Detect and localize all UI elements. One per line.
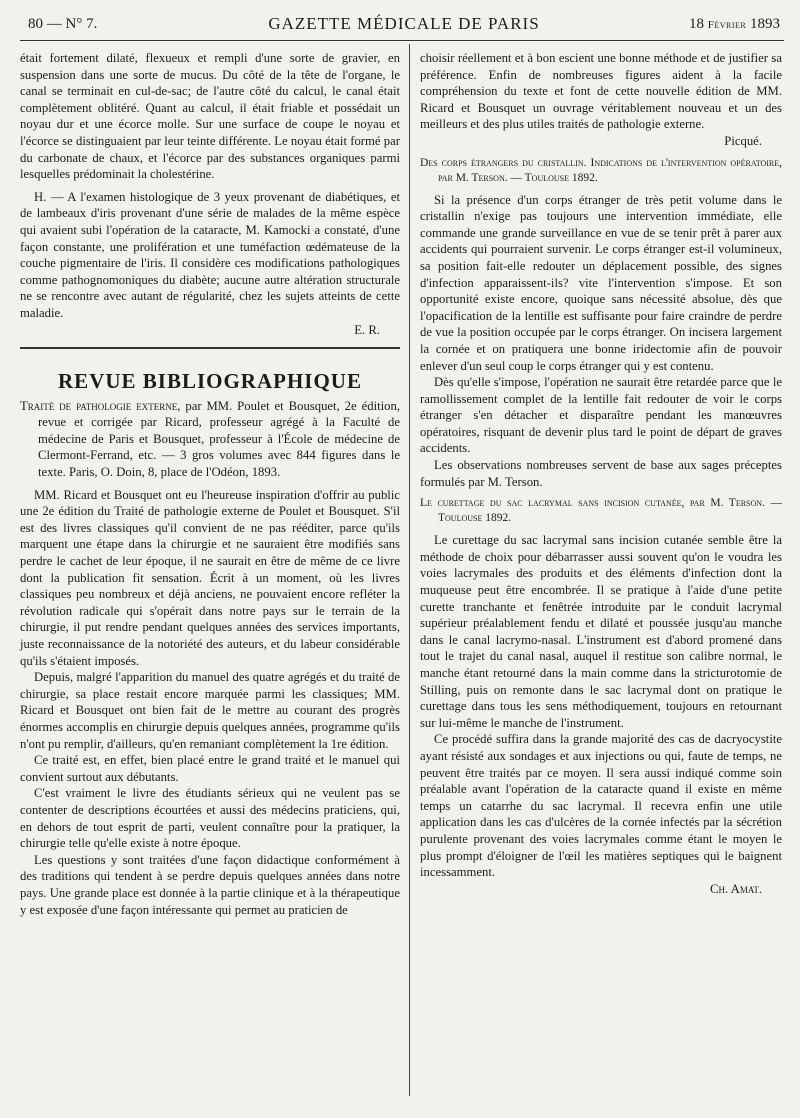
review-paragraph-4: C'est vraiment le livre des étudiants sérieux qui ne veulent pas se contenter de descriptions écourtées et aussi des médecins praticiens, qui, en dehors de tout esprit de parti, veulent connaître pour la pratiquer, la chirurgie telle qu'elle existe à notre époque. (20, 786, 400, 851)
bibliographic-entry-2: Des corps étrangers du cristallin. Indications de l'intervention opératoire, par M. Terson. — Toulouse 1892. (420, 156, 782, 184)
foreign-bodies-paragraph-3: Les observations nombreuses servent de base aux sages préceptes formulés par M. Terson. (420, 458, 782, 489)
page-header (28, 14, 780, 36)
entry-1-details: par MM. Poulet et Bousquet, 2e édition, revue et corrigée par Ricard, professeur agrégé à la Faculté de médecine de Paris et Bousquet, professeur à l'École de médecine de Clermont-Ferrand, etc. — 3 gros volumes avec 844 figures dans le texte. Paris, O. Doin, 8, place de l'Odéon, 1893. (38, 398, 401, 480)
calculus-paragraph: était fortement dilaté, flexueux et rempli d'une sorte de gravier, en suspension dans une sorte de mucus. Du côté de la tête de l'organe, le canal se terminait en cul-de-sac; de l'autre côté du calcul, le canal était complètement oblitéré. Quant au calcul, il était friable et possédait un noyau dur et une écorce molle. Sur une surface de coupe le noyau et l'écorce se distinguaient par leur teinte différente. Le noyau était formé par du carbonate de chaux, et l'écorce par des substances organiques parmi lesquelles prédominait la cholestérine. (20, 51, 400, 182)
signature-er: E. R. (354, 322, 380, 337)
review-paragraph-5: Les questions y sont traitées d'une façon didactique conformément à des traditions qui tendent à se perdre depuis quelques années dans notre pays. Une grande place est donnée à la partie clinique et à la thérapeutique y est exposée d'une façon intéressante qui permet au praticien de (20, 852, 400, 917)
date-month: Février (707, 19, 747, 31)
bibliographic-entry-1 (20, 398, 400, 481)
kamocki-paragraph: H. — A l'examen histologique de 3 yeux provenant de diabétiques, et de lambeaux d'iris provenant d'une série de malades de la même espèce qui avaient subi l'opération de la cataracte, M. Kamocki a constaté, d'une façon constante, une prolifération et une tuméfaction œdémateuse de la couche pigmentaire de l'iris. Il considère ces modifications pathologiques comme pathognomoniques du diabète; aucune autre altération structurale ne se rencontre avec autant de régularité, chez les sujets atteints de cette maladie. (20, 189, 400, 320)
review-paragraph-1: MM. Ricard et Bousquet ont eu l'heureuse inspiration d'offrir au public une 2e édition du Traité de pathologie externe de Poulet et Bousquet. S'il est des livres classiques qu'il convient de ne pas rééditer, parce qu'ils marquent une étape dans la chirurgie et ne sauraient être modifiés sans perdre le cachet de leur époque, il ne saurait en être de même de ce livre dont la publication fit sensation. Écrit à un moment, où les livres classiques peu nombreux et déjà anciens, ne pouvaient encore refléter la révolution radicale qui s'opérait dans notre pays sur le terrain de la chirurgie, il put rendre pendant quelques années des services importants, juste reconnaissance de la notoriété des auteurs, et du labeur considérable qu'ils s'étaient imposés. (20, 487, 400, 668)
foreign-bodies-paragraph-1: Si la présence d'un corps étranger de très petit volume dans le cristallin n'exige pas toujours une intervention immédiate, elle commande une grande surveillance en vue de se tenir prêt à parer aux accidents qui pourraient survenir. Le corps étranger est-il volumineux, sa position fait-elle redouter un déplacement possible, des signes d'infection apparaissent-ils? vite l'intervention s'impose. Et son opportunité existe encore, quoique sans nécessité absolue, dès que l'opacification de la lentille est suffisante pour faire craindre de perdre de vue la position occupée par le corps étranger. On incisera largement la cornée et on pratiquera une bonne iridectomie afin de pouvoir enlever d'un seul coup le corps étranger qui y est contenu. (420, 192, 782, 373)
page-number: 80 — N° 7. (28, 16, 98, 32)
review-paragraph-2: Depuis, malgré l'apparition du manuel des quatre agrégés et du traité de chirurgie, sa place restait encore marquée parmi les classiques; MM. Ricard et Bousquet ont bien fait de le mettre au courant des progrès énormes accomplis en chirurgie depuis quelques années, programme qu'ils n'ont pu remplir, d'ailleurs, qu'en remaniant complètement la 1re édition. (20, 670, 400, 751)
foreign-bodies-paragraph-2: Dès qu'elle s'impose, l'opération ne saurait être retardée parce que le ramollissement complet de la lentille fait redouter de voir le corps étranger s'en détacher et disparaître pendant les manœuvres opératoires, risquant de devenir plus tard le point de départ de graves accidents. (420, 375, 782, 456)
journal-title: GAZETTE MÉDICALE DE PARIS (268, 14, 540, 33)
review-paragraph-3: Ce traité est, en effet, bien placé entre le grand traité et le manuel qui convient surtout aux débutants. (20, 753, 400, 784)
header-rule (20, 40, 784, 41)
right-column (420, 50, 782, 897)
section-title: REVUE BIBLIOGRAPHIQUE (58, 369, 362, 394)
signature-amat: Ch. Amat. (710, 881, 762, 896)
curettage-paragraph-2: Ce procédé suffira dans la grande majorité des cas de dacryocystite ayant résisté aux sondages et aux injections ou qui, faute de temps, ne peuvent être traités par ce moyen. Il sera aussi indiqué comme soin préalable avant l'opération de la cataracte quand il existe en même temps un catarrhe du sac lacrymal. Il recevra enfin une utile application dans les cas d'ulcères de la cornée infectés par la sécrétion purulente provenant des voies lacrymales comme étant le moyen le plus prompt d'éloigner de l'œil les matières septiques qui le baignent incessamment. (420, 732, 782, 880)
date-day: 18 (688, 16, 704, 32)
curettage-paragraph-1: Le curettage du sac lacrymal sans incision cutanée semble être la méthode de choix pour débarrasser aussi souvent qu'on le voudra les voies lacrymales des produits et des éléments d'infection dont la muqueuse peut être encombrée. Il se pratique à l'aide d'une petite curette tranchante et fenêtrée introduite par le conduit lacrymal supérieur préalablement fendu et dilaté et poussée jusqu'au manche dans le canal lacrymo-nasal. L'instrument est d'abord promené dans tout le trajet du canal nasal, auquel il restitue son calibre normal, le manche étant retourné dans la main comme dans la stricturotomie de Stilling, puis on remonte dans le sac lacrymal dont on pratique le curettage dans tous les sens méthodiquement, toujours en retournant sur lui-même le manche de l'instrument. (420, 533, 782, 730)
date-year: 1893 (750, 16, 780, 32)
column-divider (409, 44, 410, 1096)
issue-date (689, 16, 780, 33)
left-column (20, 50, 400, 918)
section-rule (20, 347, 400, 349)
review-conclusion: choisir réellement et à bon escient une bonne méthode et de justifier sa préférence. Enfin de nombreuses figures aident à la facile compréhension du texte et font de cette nouvelle édition de MM. Ricard et Bousquet un ouvrage véritablement nouveau et un des meilleurs et des plus utiles traités de pathologie externe. (420, 51, 782, 132)
entry-1-title: Traité de pathologie externe, (20, 398, 181, 413)
signature-picque: Picqué. (724, 133, 762, 148)
bibliographic-entry-3: Le curettage du sac lacrymal sans incision cutanée, par M. Terson. — Toulouse 1892. (420, 497, 782, 525)
